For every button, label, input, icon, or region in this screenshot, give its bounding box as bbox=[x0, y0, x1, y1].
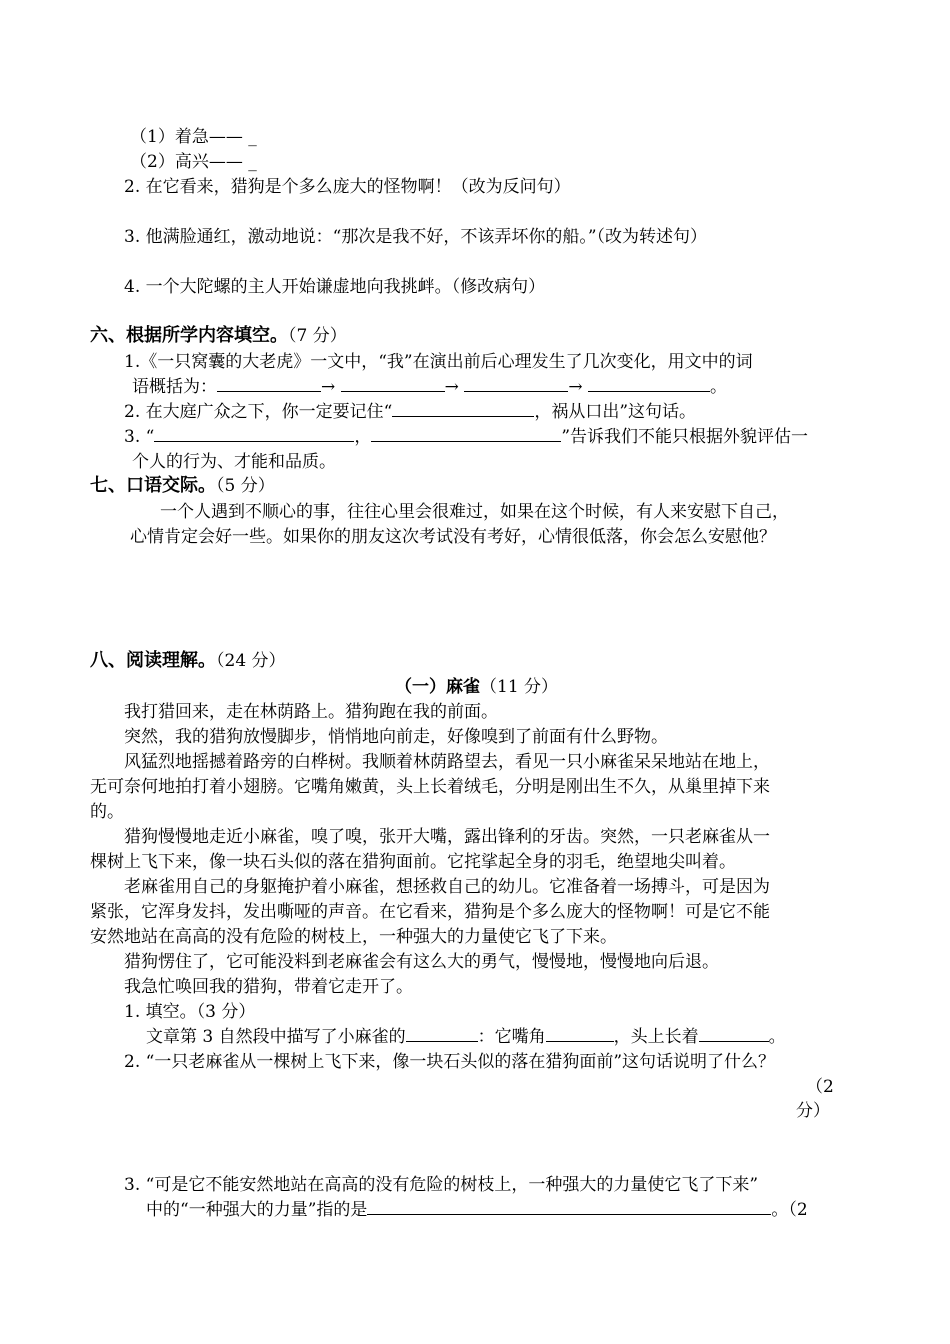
s7-heading bbox=[90, 474, 275, 498]
passage-line: 猎狗愣住了，它可能没料到老麻雀会有这么大的勇气，慢慢地，慢慢地向后退。 bbox=[124, 952, 719, 972]
passage-line: 风猛烈地摇撼着路旁的白桦树。我顺着林荫路望去，看见一只小麻雀呆呆地站在地上， bbox=[124, 752, 770, 772]
s8-sub-title: （一）麻雀 bbox=[395, 677, 480, 697]
blank[interactable] bbox=[154, 425, 354, 442]
s7-p2: 心情肯定会好一些。如果你的朋友这次考试没有考好，心情很低落，你会怎么安慰他？ bbox=[130, 527, 776, 547]
s6-q2-prefix: 2. 在大庭广众之下，你一定要记住“ bbox=[124, 402, 393, 422]
s8-score: （24 分） bbox=[216, 651, 286, 671]
passage-line: 猎狗慢慢地走近小麻雀，嗅了嗅，张开大嘴，露出锋利的牙齿。突然，一只老麻雀从一 bbox=[124, 827, 770, 847]
s6-title: 六、根据所学内容填空。 bbox=[90, 325, 288, 346]
s8-q1 bbox=[146, 1025, 786, 1049]
passage-line: 无可奈何地拍打着小翅膀。它嘴角嫩黄，头上长着绒毛，分明是刚出生不久，从巢里掉下来 bbox=[90, 777, 770, 797]
blank[interactable] bbox=[392, 400, 534, 417]
s6-q3-suffix: ”告诉我们不能只根据外貌评估一 bbox=[561, 427, 809, 447]
s8-q1-b: ：它嘴角 bbox=[477, 1027, 546, 1047]
passage-line: 棵树上飞下来，像一块石头似的落在猎狗面前。它挓挲起全身的羽毛，绝望地尖叫着。 bbox=[90, 852, 736, 872]
s6-score: （7 分） bbox=[288, 326, 347, 346]
s5-q1a: （1）着急—— _ bbox=[130, 127, 257, 147]
blank[interactable] bbox=[371, 425, 561, 442]
arrow: → bbox=[321, 377, 336, 397]
s8-subtitle bbox=[395, 675, 558, 699]
blank[interactable] bbox=[367, 1198, 771, 1215]
s8-q3-suffix: 。（2 bbox=[771, 1200, 808, 1220]
s8-q2: 2. “一只老麻雀从一棵树上飞下来，像一块石头似的落在猎狗面前”这句话说明了什么？ bbox=[124, 1052, 776, 1072]
s8-sub-score: （11 分） bbox=[480, 677, 559, 697]
blank[interactable] bbox=[406, 1025, 478, 1042]
s8-q1-title: 1. 填空。（3 分） bbox=[124, 1002, 256, 1022]
s8-q1-c: ，头上长着 bbox=[613, 1027, 699, 1047]
s6-q3-prefix: 3. “ bbox=[124, 427, 155, 447]
passage-line: 紧张，它浑身发抖，发出嘶哑的声音。在它看来，猎狗是个多么庞大的怪物啊！可是它不能 bbox=[90, 902, 770, 922]
s6-q3-comma: ， bbox=[354, 427, 372, 447]
blank[interactable] bbox=[217, 375, 321, 392]
s5-q4: 4. 一个大陀螺的主人开始谦虚地向我挑衅。（修改病句） bbox=[124, 277, 546, 297]
passage-line: 我打猎回来，走在林荫路上。猎狗跑在我的前面。 bbox=[124, 702, 498, 722]
s6-q1-line2 bbox=[132, 375, 727, 399]
passage-line: 安然地站在高高的没有危险的树枝上，一种强大的力量使它飞了下来。 bbox=[90, 927, 617, 947]
s8-q2-score-a: （2 bbox=[806, 1077, 834, 1097]
passage-line: 突然，我的猎狗放慢脚步，悄悄地向前走，好像嗅到了前面有什么野物。 bbox=[124, 727, 668, 747]
blank[interactable] bbox=[588, 375, 710, 392]
s8-q1-a: 文章第 3 自然段中描写了小麻雀的 bbox=[146, 1027, 406, 1047]
s8-heading bbox=[90, 649, 286, 673]
arrow: → bbox=[444, 377, 459, 397]
s8-q3-prefix: 中的“一种强大的力量”指的是 bbox=[146, 1200, 368, 1220]
s6-heading bbox=[90, 324, 347, 348]
s8-q1-d: 。 bbox=[768, 1027, 786, 1047]
s6-q3-line2: 个人的行为、才能和品质。 bbox=[132, 452, 336, 472]
s8-title: 八、阅读理解。 bbox=[90, 650, 216, 671]
blank[interactable] bbox=[341, 375, 445, 392]
s6-q2 bbox=[124, 400, 696, 424]
s7-score: （5 分） bbox=[216, 476, 275, 496]
arrow: → bbox=[568, 377, 583, 397]
s5-q3: 3. 他满脸通红，激动地说：“那次是我不好，不该弄坏你的船。”（改为转述句） bbox=[124, 227, 708, 247]
s8-q3-line2 bbox=[146, 1198, 808, 1222]
blank[interactable] bbox=[699, 1025, 769, 1042]
passage-line: 我急忙唤回我的猎狗，带着它走开了。 bbox=[124, 977, 413, 997]
s5-q2: 2. 在它看来，猎狗是个多么庞大的怪物啊！（改为反问句） bbox=[124, 177, 571, 197]
s7-title: 七、口语交际。 bbox=[90, 475, 216, 496]
s8-q2-score-b: 分） bbox=[796, 1101, 830, 1121]
passage-line: 的。 bbox=[90, 802, 124, 822]
s8-q3-line1: 3. “可是它不能安然地站在高高的没有危险的树枝上，一种强大的力量使它飞了下来” bbox=[124, 1175, 759, 1195]
s6-q3 bbox=[124, 425, 808, 449]
s5-q1b: （2）高兴—— _ bbox=[130, 152, 257, 172]
blank[interactable] bbox=[464, 375, 568, 392]
s6-q2-suffix: ，祸从口出”这句话。 bbox=[534, 402, 697, 422]
s6-q1-line1: 1.《一只窝囊的大老虎》一文中，“我”在演出前后心理发生了几次变化，用文中的词 bbox=[124, 352, 753, 372]
s7-p1: 一个人遇到不顺心的事，往往心里会很难过，如果在这个时候，有人来安慰下自己， bbox=[160, 502, 789, 522]
period: 。 bbox=[709, 377, 727, 397]
s6-q1-prefix: 语概括为： bbox=[132, 377, 217, 397]
passage-line: 老麻雀用自己的身躯掩护着小麻雀，想拯救自己的幼儿。它准备着一场搏斗，可是因为 bbox=[124, 877, 770, 897]
blank[interactable] bbox=[546, 1025, 614, 1042]
